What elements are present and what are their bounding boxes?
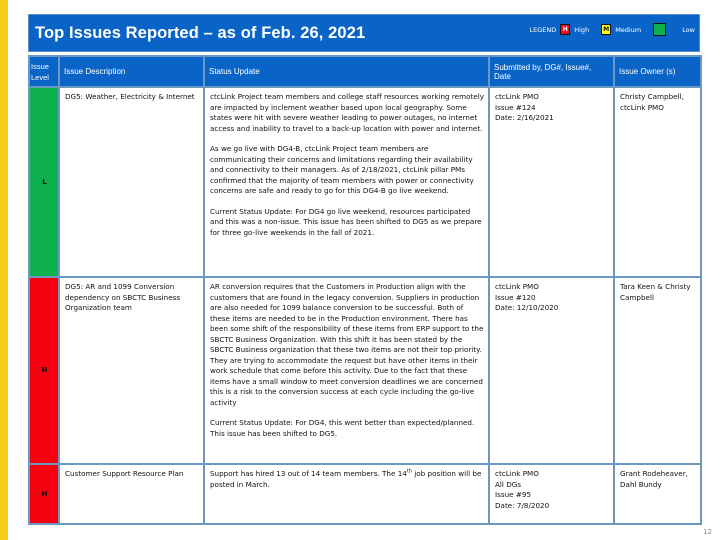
- page-title: Top Issues Reported – as of Feb. 26, 2021: [35, 24, 366, 42]
- status-superscript: th: [406, 468, 412, 475]
- submitter: ctcLink PMO: [495, 282, 539, 291]
- table-header-row: [29, 56, 701, 87]
- legend-medium-swatch: M: [601, 24, 611, 35]
- status-text: Support has hired 13 out of 14 team members. The 14: [210, 469, 407, 478]
- legend-medium-text: Medium: [615, 25, 642, 34]
- status-text: job position will be posted in March.: [210, 469, 482, 489]
- header-submitted-by: Submitted by, DG#, Issue#, Date: [489, 56, 614, 87]
- submitter: ctcLink PMO: [495, 469, 539, 478]
- table-row: [29, 87, 701, 277]
- submitted-by: [489, 277, 614, 464]
- status-update: [204, 87, 489, 277]
- accent-bar: [0, 0, 8, 540]
- header-issue-owner: Issue Owner (s): [614, 56, 701, 87]
- legend-label: LEGEND: [529, 25, 557, 34]
- issue-owner: Christy Campbell, ctcLink PMO: [614, 87, 701, 277]
- issue-description: DG5: Weather, Electricity & Internet: [59, 87, 204, 277]
- table-row: [29, 464, 701, 524]
- status-paragraph: As we go live with DG4-B, ctcLink Project team members are communicating their concerns and limitations regarding their availability and connectivity to their managers. As of 2/18/2021, ctcLink pillar PMs confirmed that the majority of team members with power or connectivity concerns are safe and ready to go for this DG4-B go live weekend.: [210, 144, 474, 195]
- submitted-date: Date: 7/8/2020: [495, 500, 550, 510]
- submitted-by: [489, 87, 614, 277]
- table-row: [29, 277, 701, 464]
- submitter: ctcLink PMO: [495, 92, 539, 101]
- submitted-date: Date: 12/10/2020: [495, 303, 559, 312]
- issue-number: Issue #124: [495, 102, 536, 112]
- issue-owner: Tara Keen & Christy Campbell: [614, 277, 701, 464]
- issue-level-badge: H: [29, 277, 59, 464]
- issues-table: [28, 55, 702, 525]
- issue-number: Issue #95: [495, 490, 532, 499]
- status-update: [204, 277, 489, 464]
- status-update: [204, 464, 489, 524]
- legend: [529, 23, 695, 36]
- issue-number: Issue #120: [495, 292, 536, 302]
- issue-level-badge: L: [29, 87, 59, 277]
- legend-high-text: High: [574, 25, 590, 34]
- legend-low-swatch: [653, 23, 666, 36]
- issue-level-badge: H: [29, 464, 59, 524]
- header-status-update: Status Update: [204, 56, 489, 87]
- header-issue-level: Issue Level: [29, 56, 59, 87]
- legend-low-text: Low: [682, 25, 695, 34]
- legend-high-swatch: H: [560, 24, 570, 35]
- issue-description: Customer Support Resource Plan: [59, 464, 204, 524]
- submitted-by: [489, 464, 614, 524]
- status-paragraph: Current Status Update: For DG4, this went better than expected/planned. This issue has been shifted to DG5.: [210, 418, 475, 438]
- title-banner: [28, 14, 700, 52]
- issue-description: DG5: AR and 1099 Conversion dependency on SBCTC Business Organization team: [59, 277, 204, 464]
- issue-owner: Grant Rodeheaver, Dahl Bundy: [614, 464, 701, 524]
- status-paragraph: AR conversion requires that the Customers in Production align with the customers that are found in the legacy conversion. Suppliers in production are also needed for 1099 balance conversion to be successful. Both of these items are needed to be in the Production environment. There has been some shift of the responsibility of these items from ERP support to the SBCTC Business Organization. With this shift it has been stated by the SBCTC Business organization that these two items are not their top priority. They are trying to accommodate the request but have other items in their work schedule that come before this activity. Due to the fact that these items have a small window to meet conversion deadlines we are concerned this is a risk to the conversion success at each cycle including the go-live activity: [210, 282, 484, 407]
- status-paragraph: ctcLink Project team members and college staff resources working remotely are impacted by inclement weather based upon local geography. Some states were hit with severe weather leading to power outages, no internet access and inability to travel to a back-up location with power and internet.: [210, 92, 484, 133]
- header-issue-description: Issue Description: [59, 56, 204, 87]
- status-paragraph: Current Status Update: For DG4 go live weekend, resources participated and this was a non-issue. This issue has been shifted to DG5 as we prepare for three go-live weekends in the fall of 2021.: [210, 206, 482, 237]
- page-number: 12: [703, 528, 712, 536]
- submitted-date: Date: 2/16/2021: [495, 113, 554, 122]
- dg-scope: All DGs: [495, 479, 522, 489]
